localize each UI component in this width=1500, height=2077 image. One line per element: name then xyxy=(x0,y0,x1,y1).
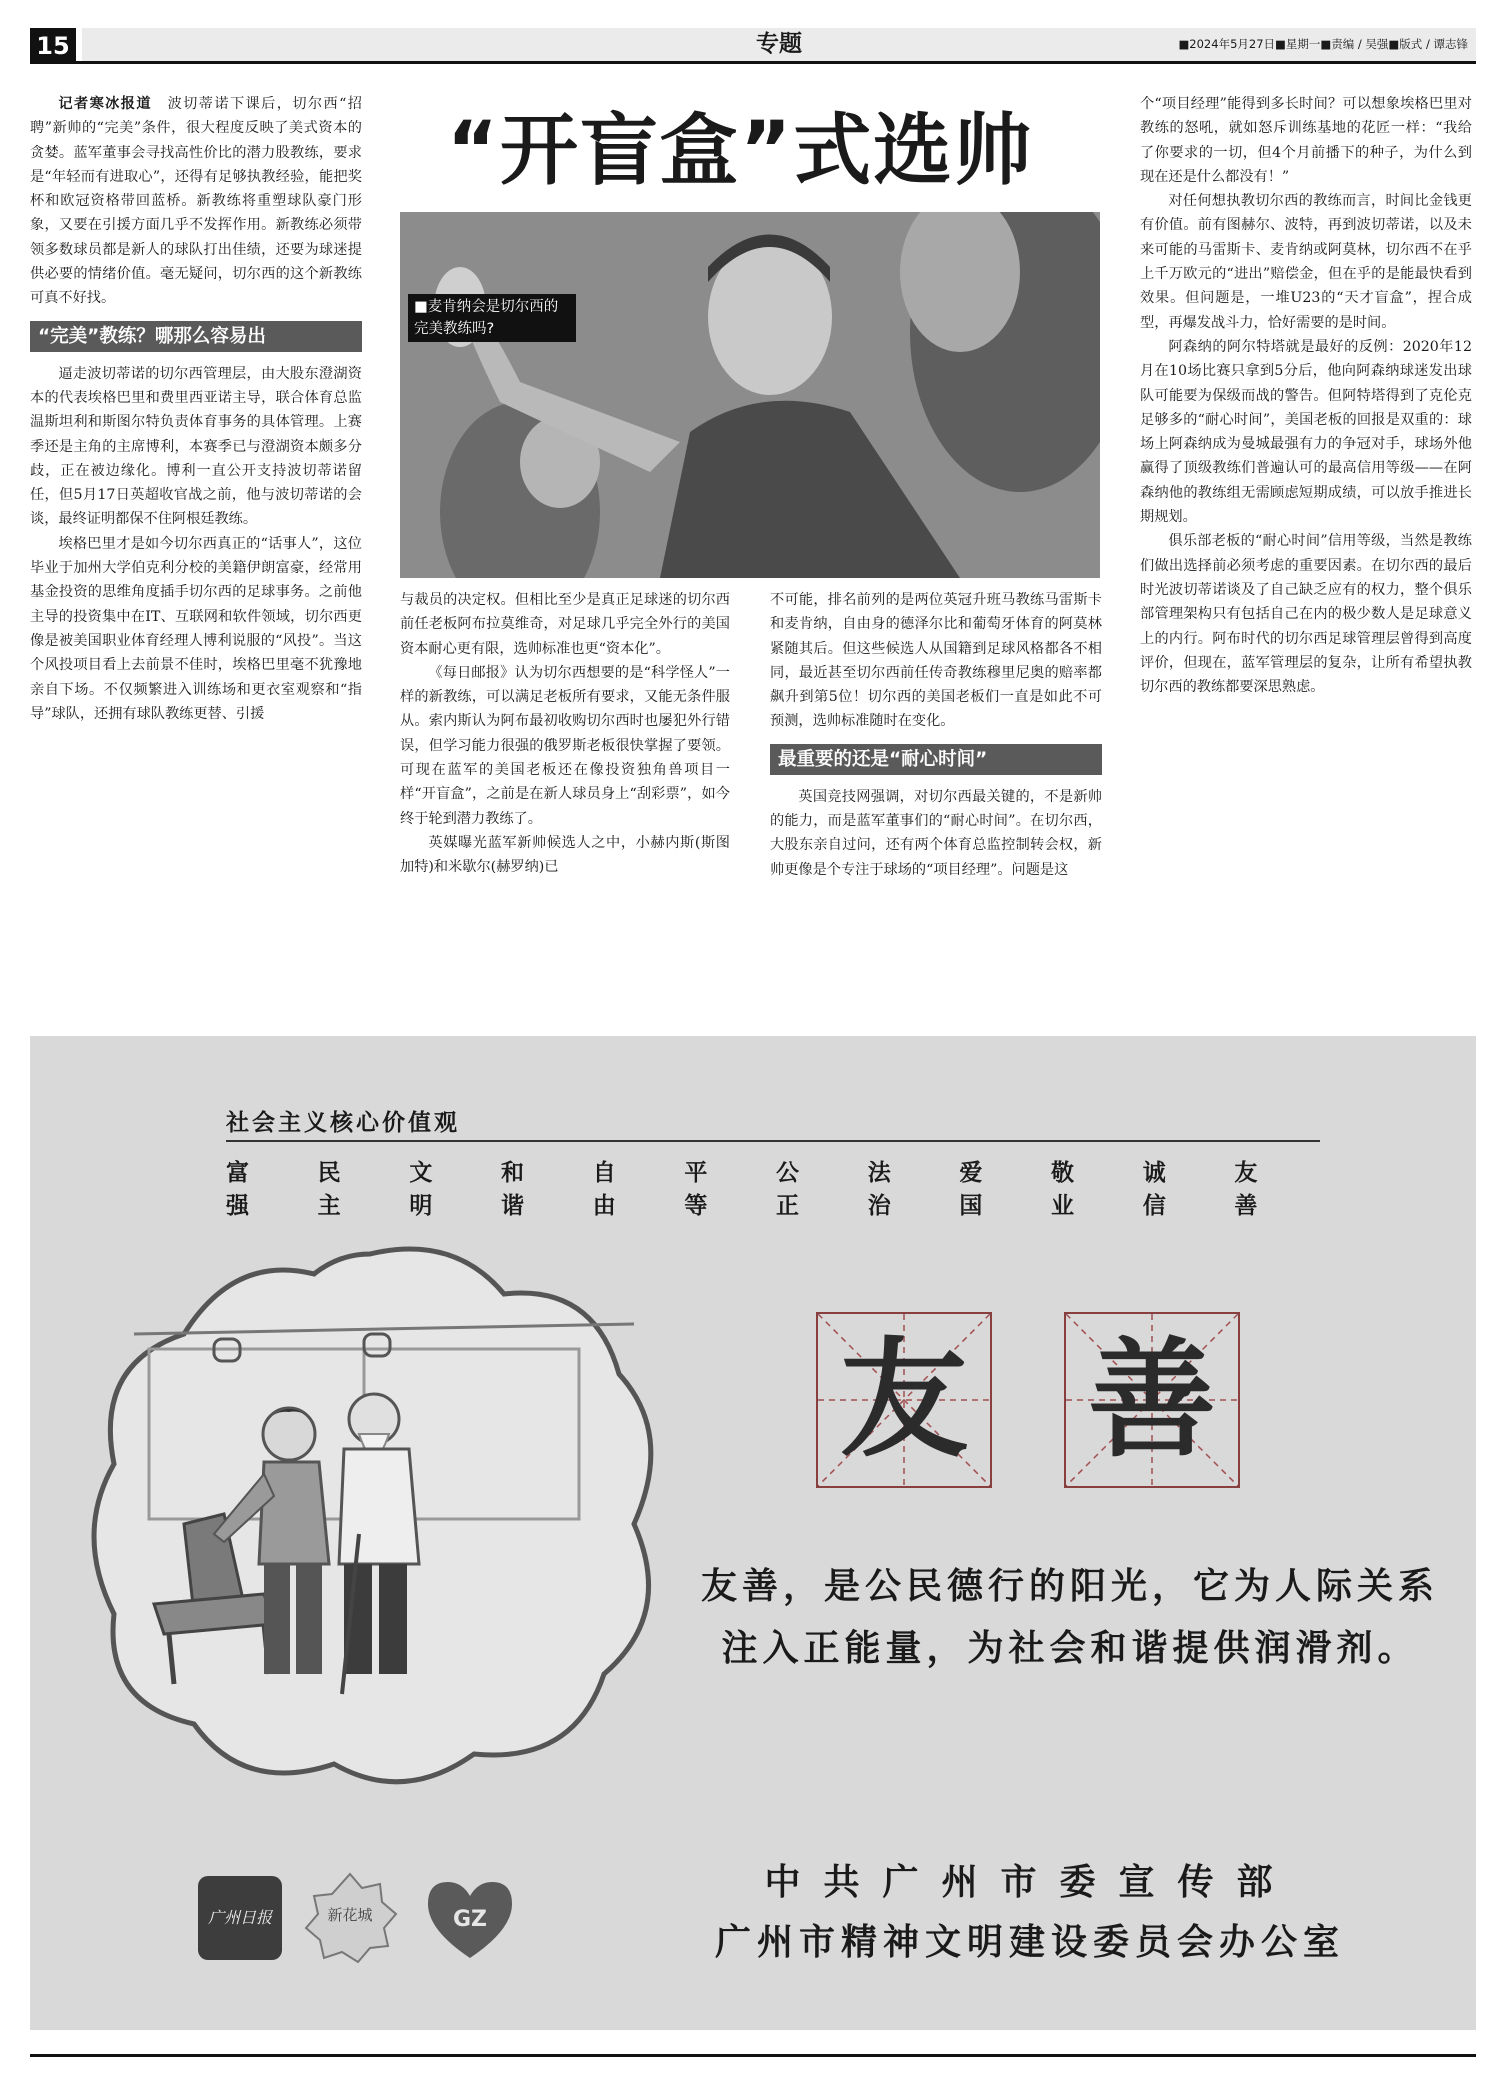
paragraph: 俱乐部老板的“耐心时间”信用等级，当然是教练们做出选择前必须考虑的重要因素。在切尔西的最后时光波切蒂诺谈及了自己缺乏应有的权力，整个俱乐部管理架构只有包括自己在内的极少数人是足球意义上的内行。阿布时代的切尔西足球管理层曾得到高度评价，但现在，蓝军管理层的复杂，让所有希望执教切尔西的教练都要深思熟虑。 xyxy=(1140,533,1472,696)
core-value: 平等 xyxy=(684,1160,712,1219)
character-box-you xyxy=(816,1312,992,1488)
core-value: 爱国 xyxy=(959,1160,987,1219)
paragraph: 不可能，排名前列的是两位英冠升班马教练马雷斯卡和麦肯纳，自由身的德泽尔比和葡萄牙体育的阿莫林紧随其后。但这些候选人从国籍到足球风格都各不相同，最近甚至切尔西前任传奇教练穆里尼奥的赔率都飙升到第5位！切尔西的美国老板们一直是如此不可预测，选帅标准随时在变化。 xyxy=(770,592,1102,730)
photo-caption: ■麦肯纳会是切尔西的完美教练吗? xyxy=(408,294,576,342)
paragraph-text: 波切蒂诺下课后，切尔西“招聘”新帅的“完美”条件，很大程度反映了美式资本的贪婪。蓝军董事会寻找高性价比的潜力股教练，要求是“年轻而有进取心”，还得有足够执教经验，能把奖杯和欧冠资格带回蓝桥。新教练将重塑球队豪门形象，又要在引援方面几乎不发挥作用。新教练必须带领多数球员都是新人的球队打出佳绩，还要为球迷提供必要的情绪价值。毫无疑问，切尔西的这个新教练可真不好找。 xyxy=(30,96,362,307)
section-bar xyxy=(82,28,1476,61)
logo-text: 新花城 xyxy=(327,1906,373,1924)
subheading: 最重要的还是“耐心时间” xyxy=(770,744,1102,775)
gz-heart-logo xyxy=(422,1876,518,1962)
paragraph: 英媒曝光蓝军新帅候选人之中，小赫内斯(斯图加特)和米歇尔(赫罗纳)已 xyxy=(400,834,730,876)
section-title: 专题 xyxy=(756,31,802,57)
core-value: 和谐 xyxy=(501,1160,529,1219)
divider xyxy=(226,1140,1320,1142)
article-column-1 xyxy=(30,92,362,726)
character-box-shan xyxy=(1064,1312,1240,1488)
friendship-illustration xyxy=(74,1234,666,1794)
core-value: 法治 xyxy=(867,1160,895,1219)
article-photo xyxy=(400,212,1100,578)
logo-text: GZ xyxy=(452,1907,488,1932)
article-column-3 xyxy=(770,588,1102,882)
organizer-line-1: 中共广州市委宣传部 xyxy=(764,1862,1296,1903)
core-value: 敬业 xyxy=(1051,1160,1079,1219)
paragraph: 《每日邮报》认为切尔西想要的是“科学怪人”一样的新教练，可以满足老板所有要求，又能无条件服从。索内斯认为阿布最初收购切尔西时也屡犯外行错误，但学习能力很强的俄罗斯老板很快掌握了要领。可现在蓝军的美国老板还在像投资独角兽项目一样“开盲盒”，之前是在新人球员身上“刮彩票”，如今终于轮到潜力教练了。 xyxy=(400,664,730,827)
xinhuacheng-logo xyxy=(302,1870,398,1966)
headline: “开盲盒”式选帅 xyxy=(446,106,1034,196)
core-value: 友善 xyxy=(1234,1160,1262,1219)
page-header xyxy=(30,28,1476,64)
calligraphy-character: 友 xyxy=(839,1325,968,1475)
paragraph: 阿森纳的阿尔特塔就是最好的反例：2020年12月在10场比赛只拿到5分后，他向阿森纳球迷发出球队可能要为保级而战的警告。但阿特塔得到了克伦克足够多的“耐心时间”，美国老板的回报是双重的：球场上阿森纳成为曼城最强有力的争冠对手，球场外他赢得了顶级教练们普遍认可的最高信用等级——在阿森纳他的教练组无需顾虑短期成绩，可以放手推进长期规划。 xyxy=(1140,338,1472,526)
photo-illustration xyxy=(400,212,1100,578)
core-value: 自由 xyxy=(592,1160,620,1219)
byline: 记者寒冰报道 xyxy=(58,96,152,112)
organizer-line-2: 广州市精神文明建设委员会办公室 xyxy=(714,1922,1345,1963)
public-service-ad xyxy=(30,1036,1476,2030)
paragraph: 个“项目经理”能得到多长时间？可以想象埃格巴里对教练的怒吼，就如怒斥训练基地的花匠一样：“我给了你要求的一切，但4个月前播下的种子，为什么到现在还是什么都没有！” xyxy=(1140,96,1472,185)
core-values-title: 社会主义核心价值观 xyxy=(226,1110,460,1136)
paragraph: 埃格巴里才是如今切尔西真正的“话事人”，这位毕业于加州大学伯克利分校的美籍伊朗富豪，经常用基金投资的思维角度插手切尔西的足球事务。之前他主导的投资集中在IT、互联网和软件领域，切尔西更像是被美国职业体育经理人博利说服的“风投”。当这个风投项目看上去前景不佳时，埃格巴里毫不犹豫地亲自下场。不仅频繁进入训练场和更衣室观察和“指导”球队，还拥有球队教练更替、引援 xyxy=(30,535,362,722)
core-values-list xyxy=(226,1154,1326,1220)
subheading: “完美”教练？哪那么容易出 xyxy=(30,321,362,352)
core-value: 公正 xyxy=(776,1160,804,1219)
header-meta: ■2024年5月27日■星期一■责编 / 吴强■版式 / 谭志锋 xyxy=(1178,37,1468,51)
paragraph: 与裁员的决定权。但相比至少是真正足球迷的切尔西前任老板阿布拉莫维奇，对足球几乎完全外行的美国资本耐心更有限，选帅标准也更“资本化”。 xyxy=(400,592,730,657)
core-value: 民主 xyxy=(317,1160,345,1219)
core-value: 富强 xyxy=(226,1160,253,1219)
article-column-4 xyxy=(1140,92,1472,699)
slogan-line-2: 注入正能量，为社会和谐提供润滑剂。 xyxy=(721,1628,1419,1669)
core-value: 文明 xyxy=(409,1160,437,1219)
article-column-2 xyxy=(400,588,730,880)
guangzhou-daily-logo: 广州日报 xyxy=(198,1876,282,1960)
slogan-line-1: 友善，是公民德行的阳光，它为人际关系 xyxy=(700,1566,1439,1607)
calligraphy-character: 善 xyxy=(1087,1325,1216,1475)
paragraph: 英国竞技网强调，对切尔西最关键的，不是新帅的能力，而是蓝军董事们的“耐心时间”。在切尔西，大股东亲自过问，还有两个体育总监控制转会权，新帅更像是个专注于球场的“项目经理”。问题是这 xyxy=(770,788,1102,878)
core-value: 诚信 xyxy=(1142,1160,1170,1219)
page-number: 15 xyxy=(30,28,76,64)
paragraph xyxy=(30,92,362,311)
paragraph: 对任何想执教切尔西的教练而言，时间比金钱更有价值。前有图赫尔、波特，再到波切蒂诺，以及未来可能的马雷斯卡、麦肯纳或阿莫林，切尔西不在乎上千万欧元的“进出”赔偿金，但在乎的是能最快看到效果。但问题是，一堆U23的“天才盲盒”，捏合成型，再爆发战斗力，恰好需要的是时间。 xyxy=(1140,193,1472,331)
footer-rule xyxy=(30,2054,1476,2057)
paragraph: 逼走波切蒂诺的切尔西管理层，由大股东澄湖资本的代表埃格巴里和费里西亚诺主导，联合体育总监温斯坦利和斯图尔特负责体育事务的具体管理。上赛季还是主角的主席博利，本赛季已与澄湖资本颇多分歧，正在被边缘化。博利一直公开支持波切蒂诺留任，但5月17日英超收官战之前，他与波切蒂诺的会谈，最终证明都保不住阿根廷教练。 xyxy=(30,365,362,528)
